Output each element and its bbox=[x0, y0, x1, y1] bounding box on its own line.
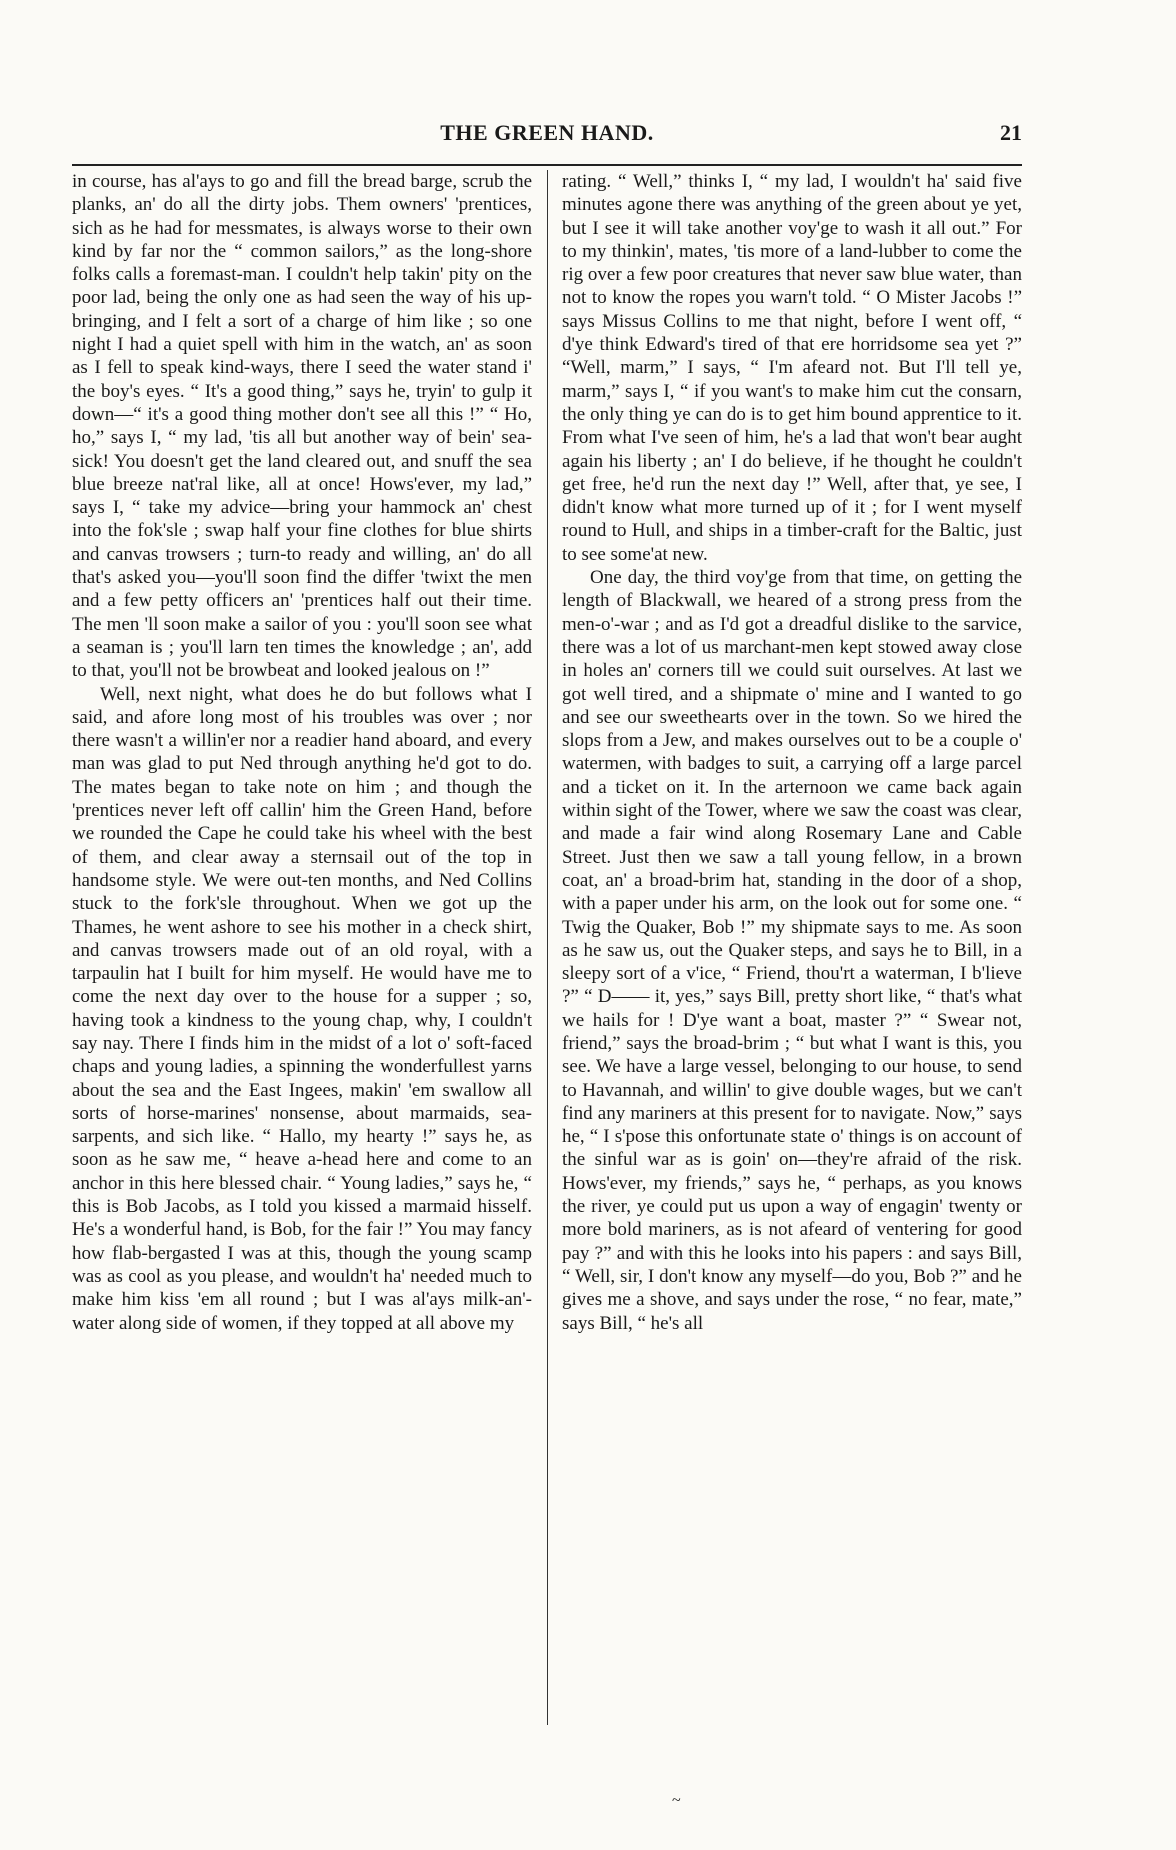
footer-mark: ~ bbox=[672, 1792, 681, 1809]
text-columns bbox=[72, 170, 1022, 1740]
right-paragraph-2: One day, the third voy'ge from that time, on getting the length of Blackwall, we heared of a strong press from the men-o'-war ; and as I'd got a dreadful dislike to the sarvice, there was a lot of us marchant-men kept stowed away close in holes an' corners till we could suit ourselves. At last we got well tired, and a shipmate o' mine and I wanted to go and see our sweethearts over in the town. So we hired the slops from a Jew, and makes ourselves out to be a couple o' watermen, with badges to suit, a carrying off a large parcel and a ticket on it. In the arternoon we came back again within sight of the Tower, where we saw the coast was clear, and made a fair wind along Rosemary Lane and Cable Street. Just then we saw a tall young fellow, in a brown coat, an' a broad-brim hat, standing in the door of a shop, with a paper under his arm, on the look out for some one. “ Twig the Quaker, Bob !” my shipmate says to me. As soon as he saw us, out the Quaker steps, and says he to Bill, in a sleepy sort of a v'ice, “ Friend, thou'rt a waterman, I b'lieve ?” “ D—— it, yes,” says Bill, pretty short like, “ that's what we hails for ! D'ye want a boat, master ?” “ Swear not, friend,” says the broad-brim ; “ but what I want is this, you see. We have a large vessel, belonging to our house, to send to Havannah, and willin' to give double wages, but we can't find any mariners at this present for to navigate. Now,” says he, “ I s'pose this onfortunate state o' things is on account of the sinful war as is goin' on—they're afraid of the risk. Hows'ever, my friends,” says he, “ perhaps, as you knows the river, ye could put us upon a way of engagin' twenty or more bold mariners, as is not afeard of ventering for good pay ?” and with this he looks into his papers : and says Bill, “ Well, sir, I don't know any myself—do you, Bob ?” and he gives me a shove, and says under the rose, “ no fear, mate,” says Bill, “ he's all bbox=[562, 567, 1022, 1334]
running-title: THE GREEN HAND. bbox=[440, 120, 654, 145]
right-paragraph-1: rating. “ Well,” thinks I, “ my lad, I wouldn't ha' said five minutes agone there was anything of the green about ye yet, but I see it will take another voy'ge to wash it all out.” For to my thinkin', mates, 'tis more of a land-lubber to come the rig over a few poor creatures that never saw blue water, than not to know the ropes you warn't told. “ O Mister Jacobs !” says Missus Collins to me that night, before I went off, “ d'ye think Edward's tired of that ere horridsome sea yet ?” “Well, marm,” I says, “ I'm afeard not. But I'll tell ye, marm,” says I, “ if you want's to make him cut the consarn, the only thing ye can do is to get him bound apprentice to it. From what I've seen of him, he's a lad that won't bear aught again his liberty ; an' I do believe, if he thought he couldn't get free, he'd run the next day !” Well, after that, ye see, I didn't know what more turned up of it ; for I went myself round to Hull, and ships in a timber-craft for the Baltic, just to see some'at new. bbox=[562, 171, 1022, 565]
left-column bbox=[72, 170, 532, 1740]
header-rule bbox=[72, 164, 1022, 166]
column-divider bbox=[547, 170, 548, 1725]
page-header bbox=[72, 120, 1022, 150]
left-paragraph-1: in course, has al'ays to go and fill the bread barge, scrub the planks, an' do all the dirty jobs. Them owners' 'prentices, sich as he had for messmates, is always worse to their own kind by far nor the “ common sailors,” as the long-shore folks calls a foremast-man. I couldn't help takin' pity on the poor lad, being the only one as had seen the way of his up-bringing, and I felt a sort of a charge of him like ; so one night I had a quiet spell with him in the watch, an' as soon as I fell to speak kind-ways, there I seed the water stand i' the boy's eyes. “ It's a good thing,” says he, tryin' to gulp it down—“ it's a good thing mother don't see all this !” “ Ho, ho,” says I, “ my lad, 'tis all but another way of bein' sea-sick! You doesn't get the land cleared out, and snuff the sea blue breeze nat'ral like, all at once! Hows'ever, my lad,” says I, “ take my advice—bring your hammock an' chest into the fok'sle ; swap half your fine clothes for blue shirts and canvas trowsers ; turn-to ready and willing, an' do all that's asked you—you'll soon find the differ 'twixt the men and a few petty officers an' 'prentices half out their time. The men 'll soon make a sailor of you : you'll soon see what a seaman is ; you'll larn ten times the knowledge ; an', add to that, you'll not be browbeat and looked jealous on !” bbox=[72, 171, 532, 682]
left-paragraph-2: Well, next night, what does he do but follows what I said, and afore long most of his troubles was over ; nor there wasn't a willin'er nor a readier hand aboard, and every man was glad to put Ned through anything he'd got to do. The mates began to take note on him ; and though the 'prentices never left off callin' him the Green Hand, before we rounded the Cape he could take his wheel with the best of them, and clear away a sternsail out of the top in handsome style. We were out-ten months, and Ned Collins stuck to the fork'sle throughout. When we got up the Thames, he went ashore to see his mother in a check shirt, and canvas trowsers made out of an old royal, with a tarpaulin hat I built for him myself. He would have me to come the next day over to the house for a supper ; so, having took a kindness to the young chap, why, I couldn't say nay. There I finds him in the midst of a lot o' soft-faced chaps and young ladies, a spinning the wonderfullest yarns about the sea and the East Ingees, makin' 'em swallow all sorts of horse-marines' nonsense, about marmaids, sea-sarpents, and sich like. “ Hallo, my hearty !” says he, as soon as he saw me, “ heave a-head here and come to an anchor in this here blessed chair. “ Young ladies,” says he, “ this is Bob Jacobs, as I told you kissed a marmaid hisself. He's a wonderful hand, is Bob, for the fair !” You may fancy how flab-bergasted I was at this, though the young scamp was as cool as you please, and wouldn't ha' needed much to make him kiss 'em all round ; but I was al'ays milk-an'-water along side of women, if they topped at all above my bbox=[72, 683, 532, 1334]
right-column bbox=[562, 170, 1022, 1740]
page-number: 21 bbox=[1000, 120, 1022, 145]
